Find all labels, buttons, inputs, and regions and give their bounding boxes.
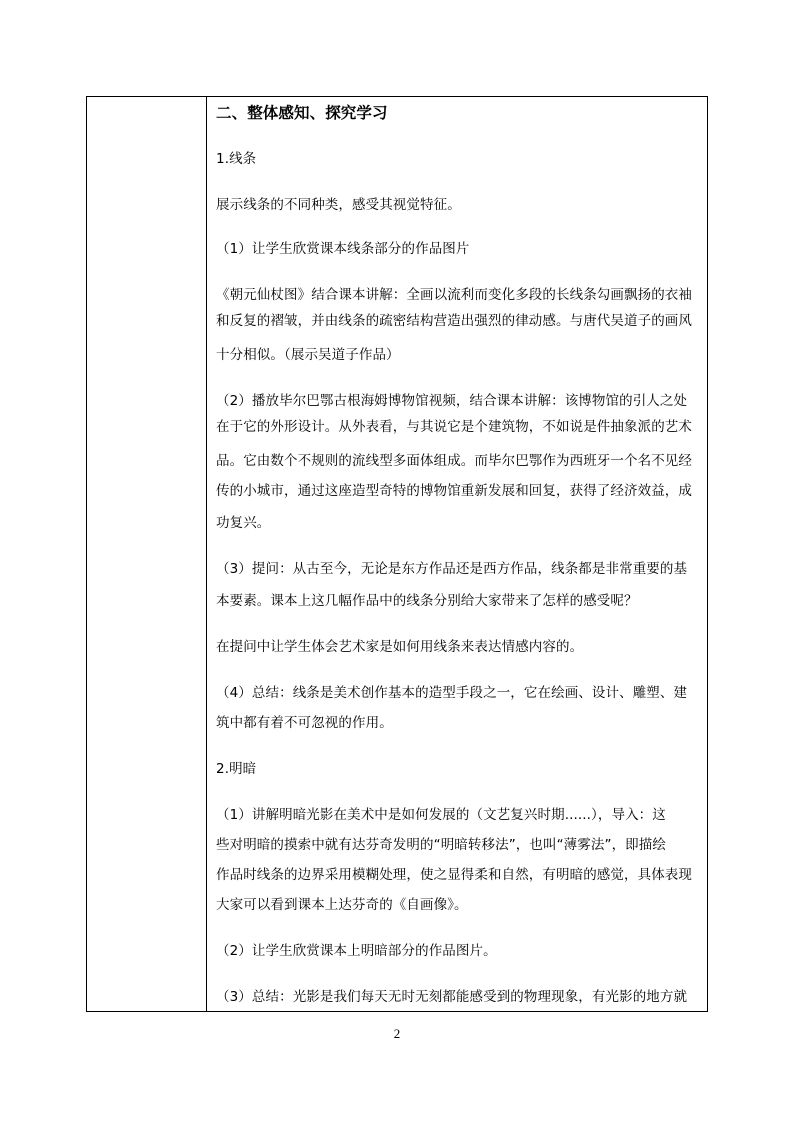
right-column-cell — [208, 97, 707, 1011]
paragraph-4-line-1: （3）提问：从古至今，无论是东方作品还是西方作品，线条都是非常重要的基 — [216, 561, 688, 577]
paragraph-2-line-3: 十分相似。（展示吴道子作品） — [216, 347, 400, 363]
paragraph-7-line-3: 作品时线条的边界采用模糊处理，使之显得柔和自然，有明暗的感觉，具体表现 — [216, 867, 692, 883]
paragraph-3-line-3: 品。它由数个不规则的流线型多面体组成。而毕尔巴鄂作为西班牙一个名不见经 — [216, 453, 692, 469]
paragraph-3-line-1: （2）播放毕尔巴鄂古根海姆博物馆视频，结合课本讲解：该博物馆的引人之处 — [216, 393, 688, 409]
content-table — [86, 96, 708, 1012]
section-heading: 二、整体感知、探究学习 — [216, 103, 388, 122]
paragraph-3-line-2: 在于它的外形设计。从外表看，与其说它是个建筑物，不如说是件抽象派的艺术 — [216, 419, 692, 435]
paragraph-1: （1）让学生欣赏课本线条部分的作品图片 — [216, 241, 470, 257]
paragraph-5: 在提问中让学生体会艺术家是如何用线条来表达情感内容的。 — [216, 639, 584, 655]
paragraph-7-line-2: 些对明暗的摸索中就有达芬奇发明的“明暗转移法”，也叫“薄雾法”，即描绘 — [216, 837, 666, 853]
paragraph-8: （2）让学生欣赏课本上明暗部分的作品图片。 — [216, 943, 497, 959]
paragraph-7-line-1: （1）讲解明暗光影在美术中是如何发展的（文艺复兴时期......），导入：这 — [216, 807, 666, 823]
item2-title: 2.明暗 — [216, 761, 257, 777]
page-number: 2 — [393, 1026, 401, 1041]
paragraph-6-line-1: （4）总结：线条是美术创作基本的造型手段之一，它在绘画、设计、雕塑、建 — [216, 685, 688, 701]
paragraph-9: （3）总结：光影是我们每天无时无刻都能感受到的物理现象，有光影的地方就 — [216, 989, 688, 1005]
paragraph-4-line-2: 本要素。课本上这几幅作品中的线条分别给大家带来了怎样的感受呢？ — [216, 593, 638, 609]
paragraph-6-line-2: 筑中都有着不可忽视的作用。 — [216, 715, 393, 731]
item1-title: 1.线条 — [216, 151, 257, 167]
paragraph-2-line-1: 《朝元仙杖图》结合课本讲解：全画以流利而变化多段的长线条勾画飘扬的衣袖 — [216, 287, 692, 303]
item1-intro: 展示线条的不同种类，感受其视觉特征。 — [216, 197, 461, 213]
paragraph-7-line-4: 大家可以看到课本上达芬奇的《自画像》。 — [216, 897, 468, 913]
paragraph-3-line-4: 传的小城市，通过这座造型奇特的博物馆重新发展和回复，获得了经济效益，成 — [216, 483, 692, 499]
paragraph-3-line-5: 功复兴。 — [216, 515, 271, 531]
left-column-cell — [87, 97, 207, 1011]
paragraph-2-line-2: 和反复的褶皱，并由线条的疏密结构营造出强烈的律动感。与唐代吴道子的画风 — [216, 313, 692, 329]
